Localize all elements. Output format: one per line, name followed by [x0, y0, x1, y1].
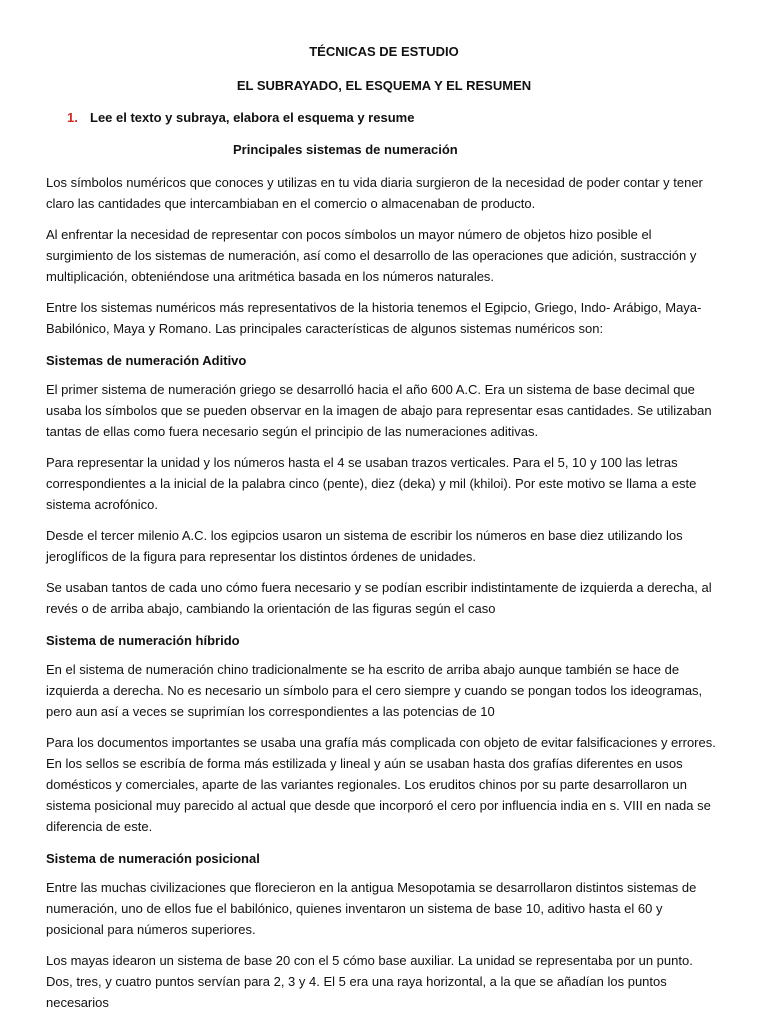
document-title: TÉCNICAS DE ESTUDIO	[309, 44, 459, 59]
paragraph-8: En el sistema de numeración chino tradicionalmente se ha escrito de arriba abajo aunque también se hace de izquierda a derecha. No es necesario un símbolo para el cero siempre y cuando se pongan todos los ideogramas, pero aun así a veces se suprimían los correspondientes a las potencias de 10	[46, 662, 703, 719]
paragraph-11: Los mayas idearon un sistema de base 20 con el 5 cómo base auxiliar. La unidad se representaba por un punto. Dos, tres, y cuatro puntos servían para 2, 3 y 4. El 5 era una raya horizontal, a la que se añadían los puntos necesarios	[46, 953, 693, 1010]
instruction-item	[67, 110, 722, 126]
paragraph-1: Los símbolos numéricos que conoces y utilizas en tu vida diaria surgieron de la necesidad de poder contar y tener claro las cantidades que intercambiaban en el comercio o almacenaban de producto.	[46, 175, 703, 211]
document-subtitle: EL SUBRAYADO, EL ESQUEMA Y EL RESUMEN	[236, 78, 532, 93]
paragraph-9: Para los documentos importantes se usaba una grafía más complicada con objeto de evitar falsificaciones y errores. En los sellos se escribía de forma más estilizada y lineal y aún se usaban hasta dos grafías diferentes en usos domésticos y comerciales, aparte de las variantes regionales. Los eruditos chinos por su parte desarrollaron un sistema posicional muy parecido al actual que desde que incorporó el cero por influencia india en s. VIII en nada se diferencia de este.	[46, 735, 716, 834]
paragraph-5: Para representar la unidad y los números hasta el 4 se usaban trazos verticales. Para el 5, 10 y 100 las letras correspondientes a la inicial de la palabra cinco (pente), diez (deka) y mil (khiloi). Por este motivo se llama a este sistema acrofónico.	[46, 455, 697, 512]
heading-aditivo: Sistemas de numeración Aditivo	[46, 353, 247, 368]
instruction-number: 1.	[67, 110, 78, 125]
main-heading: Principales sistemas de numeración	[233, 142, 458, 157]
paragraph-6: Desde el tercer milenio A.C. los egipcios usaron un sistema de escribir los números en base diez utilizando los jeroglíficos de la figura para representar los distintos órdenes de unidades.	[46, 528, 683, 564]
paragraph-3: Entre los sistemas numéricos más representativos de la historia tenemos el Egipcio, Griego, Indo- Arábigo, Maya-Babilónico, Maya y Romano. Las principales características de algunos sistemas numéricos son:	[46, 300, 702, 336]
paragraph-10: Entre las muchas civilizaciones que florecieron en la antigua Mesopotamia se desarrollaron distintos sistemas de numeración, uno de ellos fue el babilónico, quienes inventaron un sistema de base 10, aditivo hasta el 60 y posicional para números superiores.	[46, 880, 697, 937]
heading-hibrido: Sistema de numeración híbrido	[46, 633, 240, 648]
instruction-text: Lee el texto y subraya, elabora el esquema y resume	[90, 110, 415, 125]
paragraph-7: Se usaban tantos de cada uno cómo fuera necesario y se podían escribir indistintamente de izquierda a derecha, al revés o de arriba abajo, cambiando la orientación de las figuras según el caso	[46, 580, 712, 616]
heading-posicional: Sistema de numeración posicional	[46, 851, 260, 866]
paragraph-4: El primer sistema de numeración griego se desarrolló hacia el año 600 A.C. Era un sistema de base decimal que usaba los símbolos que se pueden observar en la imagen de abajo para representar esas cantidades. Se utilizaban tantas de ellas como fuera necesario según el principio de las numeraciones aditivas.	[46, 382, 712, 439]
paragraph-2: Al enfrentar la necesidad de representar con pocos símbolos un mayor número de objetos hizo posible el surgimiento de los sistemas de numeración, así como el desarrollo de las operaciones que adición, sustracción y multiplicación, obteniéndose una aritmética basada en los números naturales.	[46, 227, 697, 284]
